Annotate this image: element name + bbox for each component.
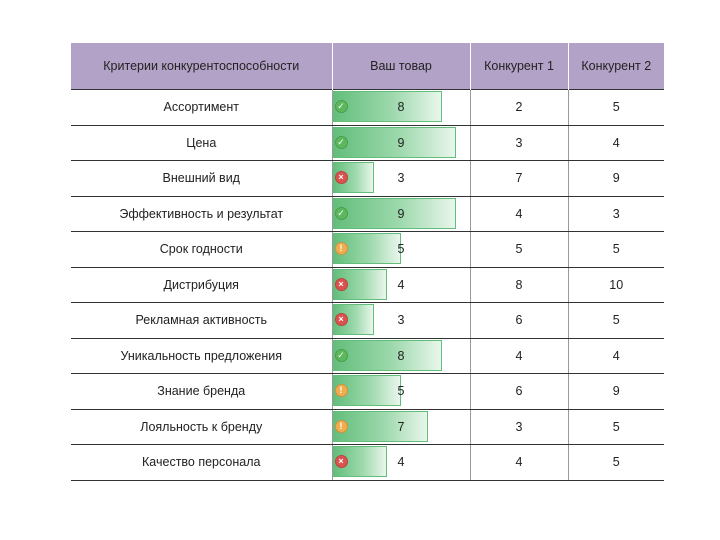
competitor-1-value: 7: [470, 161, 568, 197]
data-bar: [333, 91, 443, 122]
table-row: [71, 374, 664, 410]
competitor-2-value: 9: [568, 161, 664, 197]
table-row: [71, 445, 664, 481]
competitor-2-value: 5: [568, 303, 664, 339]
table-row: [71, 409, 664, 445]
exclamation-circle-icon: !: [335, 384, 348, 397]
criterion-cell: Внешний вид: [71, 161, 332, 197]
data-bar: [333, 127, 456, 158]
competitor-1-value: 2: [470, 90, 568, 126]
competitor-2-value: 4: [568, 125, 664, 161]
competitor-1-value: 4: [470, 338, 568, 374]
own-product-cell: [332, 267, 470, 303]
criterion-cell: Знание бренда: [71, 374, 332, 410]
own-product-cell: [332, 338, 470, 374]
own-product-cell: [332, 303, 470, 339]
criterion-cell: Уникальность предложения: [71, 338, 332, 374]
exclamation-circle-icon: !: [335, 420, 348, 433]
data-bar: [333, 198, 456, 229]
own-product-value: 8: [397, 100, 405, 115]
competitor-1-value: 4: [470, 196, 568, 232]
competitor-1-value: 3: [470, 125, 568, 161]
criterion-cell: Дистрибуция: [71, 267, 332, 303]
x-circle-icon: ×: [335, 278, 348, 291]
own-product-value: 9: [397, 206, 405, 221]
competitor-2-value: 10: [568, 267, 664, 303]
own-product-value: 7: [397, 419, 405, 434]
own-product-value: 4: [397, 277, 405, 292]
x-circle-icon: ×: [335, 455, 348, 468]
criterion-cell: Качество персонала: [71, 445, 332, 481]
check-circle-icon: ✓: [335, 100, 348, 113]
competitor-1-value: 6: [470, 374, 568, 410]
check-circle-icon: ✓: [335, 207, 348, 220]
criterion-cell: Эффективность и результат: [71, 196, 332, 232]
table-row: [71, 90, 664, 126]
competitiveness-table-container: [71, 43, 664, 481]
criterion-cell: Лояльность к бренду: [71, 409, 332, 445]
own-product-cell: [332, 125, 470, 161]
competitor-1-value: 6: [470, 303, 568, 339]
competitor-1-value: 5: [470, 232, 568, 268]
competitor-2-value: 4: [568, 338, 664, 374]
own-product-value: 4: [397, 455, 405, 470]
table-row: [71, 338, 664, 374]
check-circle-icon: ✓: [335, 136, 348, 149]
table-row: [71, 267, 664, 303]
own-product-cell: [332, 232, 470, 268]
header-competitor-2: Конкурент 2: [568, 43, 664, 90]
criterion-cell: Цена: [71, 125, 332, 161]
own-product-cell: [332, 374, 470, 410]
table-row: [71, 303, 664, 339]
x-circle-icon: ×: [335, 171, 348, 184]
table-row: [71, 161, 664, 197]
own-product-cell: [332, 90, 470, 126]
competitor-2-value: 5: [568, 409, 664, 445]
data-bar: [333, 340, 443, 371]
competitor-1-value: 3: [470, 409, 568, 445]
header-row: [71, 43, 664, 90]
competitor-2-value: 5: [568, 445, 664, 481]
own-product-cell: [332, 161, 470, 197]
x-circle-icon: ×: [335, 313, 348, 326]
own-product-cell: [332, 445, 470, 481]
competitor-2-value: 5: [568, 90, 664, 126]
own-product-cell: [332, 196, 470, 232]
competitor-2-value: 5: [568, 232, 664, 268]
table-row: [71, 196, 664, 232]
competitor-2-value: 9: [568, 374, 664, 410]
table-row: [71, 232, 664, 268]
competitor-2-value: 3: [568, 196, 664, 232]
own-product-value: 3: [397, 313, 405, 328]
competitiveness-table: [71, 43, 664, 481]
header-criteria: Критерии конкурентоспособности: [71, 43, 332, 90]
check-circle-icon: ✓: [335, 349, 348, 362]
own-product-value: 9: [397, 135, 405, 150]
own-product-value: 5: [397, 242, 405, 257]
criterion-cell: Ассортимент: [71, 90, 332, 126]
own-product-value: 3: [397, 171, 405, 186]
own-product-value: 8: [397, 348, 405, 363]
competitor-1-value: 8: [470, 267, 568, 303]
competitor-1-value: 4: [470, 445, 568, 481]
exclamation-circle-icon: !: [335, 242, 348, 255]
header-own-product: Ваш товар: [332, 43, 470, 90]
header-competitor-1: Конкурент 1: [470, 43, 568, 90]
criterion-cell: Рекламная активность: [71, 303, 332, 339]
own-product-value: 5: [397, 384, 405, 399]
table-row: [71, 125, 664, 161]
own-product-cell: [332, 409, 470, 445]
criterion-cell: Срок годности: [71, 232, 332, 268]
